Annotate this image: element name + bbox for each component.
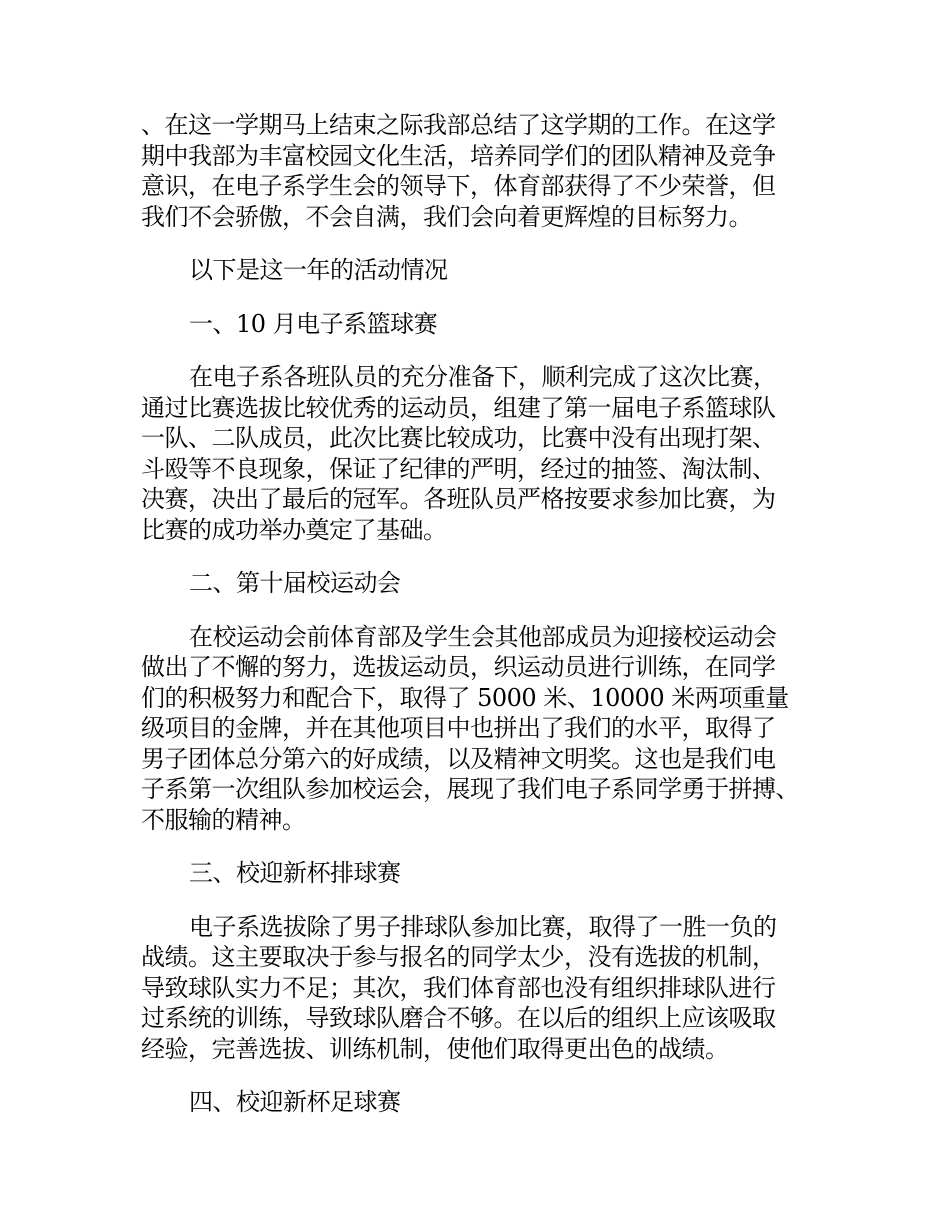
- text-line: 在电子系各班队员的充分准备下，顺利完成了这次比赛，: [189, 363, 777, 391]
- section-3-title: 三、校迎新杯排球赛: [189, 859, 401, 887]
- text-line: 意识，在电子系学生会的领导下，体育部获得了不少荣誉，但: [141, 172, 776, 200]
- text-line: 、在这一学期马上结束之际我部总结了这学期的工作。在这学: [141, 111, 776, 139]
- text-line: 决赛，决出了最后的冠军。各班队员严格按要求参加比赛，为: [141, 485, 776, 513]
- text-line: 一队、二队成员，此次比赛比较成功，比赛中没有出现打架、: [141, 424, 776, 452]
- text-line: 我们不会骄傲，不会自满，我们会向着更辉煌的目标努力。: [141, 202, 752, 231]
- text-line: 过系统的训练，导致球队磨合不够。在以后的组织上应该吸取: [141, 1004, 776, 1032]
- intro-paragraph: [141, 110, 831, 232]
- text-line: 期中我部为丰富校园文化生活，培养同学们的团队精神及竞争: [141, 141, 776, 170]
- text-line: 斗殴等不良现象，保证了纪律的严明，经过的抽签、淘汰制、: [141, 454, 776, 483]
- text-line: 男子团体总分第六的好成绩，以及精神文明奖。这也是我们电: [141, 744, 776, 773]
- section-1-title: 一、10 月电子系篮球赛: [189, 309, 438, 338]
- section-2-paragraph: [141, 622, 831, 836]
- text-line: 比赛的成功举办奠定了基础。: [141, 515, 447, 544]
- section-1-paragraph: [141, 362, 831, 545]
- text-line: 子系第一次组队参加校运会，展现了我们电子系同学勇于拼搏、: [141, 775, 799, 803]
- text-line: 战绩。这主要取决于参与报名的同学太少，没有选拔的机制，: [141, 943, 776, 971]
- text-line: 们的积极努力和配合下，取得了 5000 米、10000 米两项重量: [141, 683, 789, 712]
- text-line: 导致球队实力不足；其次，我们体育部也没有组织排球队进行: [141, 973, 776, 1002]
- text-line: 做出了不懈的努力，选拔运动员，织运动员进行训练，在同学: [141, 653, 776, 681]
- section-4-title: 四、校迎新杯足球赛: [189, 1088, 401, 1116]
- text-line: 在校运动会前体育部及学生会其他部成员为迎接校运动会: [189, 622, 777, 651]
- text-line: 通过比赛选拔比较优秀的运动员，组建了第一届电子系篮球队: [141, 393, 776, 422]
- lead-line: 以下是这一年的活动情况: [189, 256, 448, 284]
- section-2-title: 二、第十届校运动会: [189, 569, 401, 597]
- text-line: 经验，完善选拔、训练机制，使他们取得更出色的战绩。: [141, 1034, 729, 1063]
- text-line: 不服输的精神。: [141, 805, 306, 834]
- document-body: [141, 110, 831, 1141]
- text-line: 级项目的金牌，并在其他项目中也拼出了我们的水平，取得了: [141, 714, 776, 742]
- section-3-paragraph: [141, 912, 831, 1065]
- text-line: 电子系选拔除了男子排球队参加比赛，取得了一胜一负的: [189, 912, 777, 941]
